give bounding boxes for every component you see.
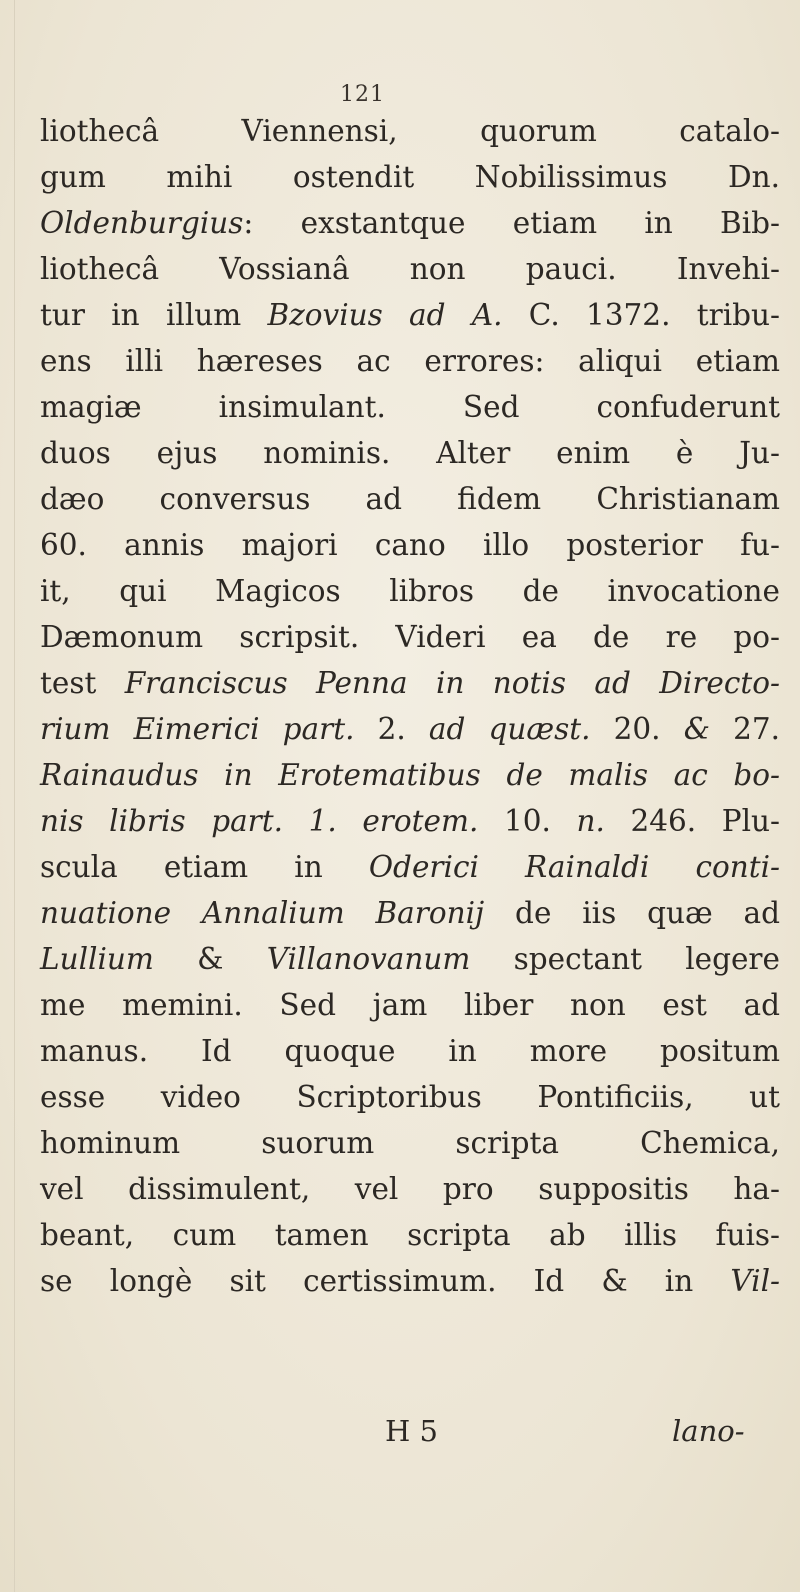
text-line	[40, 936, 780, 982]
text-line: hominum suorum scripta Chemica,	[40, 1126, 780, 1160]
text-line: manus. Id quoque in more positum	[40, 1034, 780, 1068]
text-line: dæo conversus ad fidem Christianam	[40, 482, 780, 516]
italic-text: Bzovius ad A.	[267, 298, 503, 332]
text-line	[40, 752, 780, 798]
roman-text: se longè sit certissimum. Id & in	[40, 1264, 731, 1298]
text-line: esse video Scriptoribus Pontificiis, ut	[40, 1080, 780, 1114]
roman-text: : exstantque etiam in Bib-	[243, 206, 780, 240]
catchword: lano-	[672, 1414, 745, 1448]
italic-text: Rainaudus in Erotematibus de malis ac bo-	[40, 758, 780, 792]
body-text	[40, 108, 780, 1304]
italic-text: n.	[576, 804, 605, 838]
signature-mark: H 5	[385, 1414, 438, 1448]
italic-text: Franciscus Penna in notis ad Directo-	[124, 666, 780, 700]
roman-text: 2.	[354, 712, 429, 746]
italic-text: rium Eimerici part.	[40, 712, 355, 746]
text-line: it, qui Magicos libros de invocatione	[40, 574, 780, 608]
roman-text: 27.	[709, 712, 781, 746]
italic-text: nis libris part. 1. erotem.	[40, 804, 479, 838]
roman-text: 246. Plu-	[604, 804, 780, 838]
page-edge-line	[14, 0, 15, 1592]
text-line: Dæmonum scripsit. Videri ea de re po-	[40, 620, 780, 654]
page-footer	[0, 1414, 800, 1460]
text-line	[40, 844, 780, 890]
page-number: 121	[340, 82, 385, 107]
text-line: me memini. Sed jam liber non est ad	[40, 988, 780, 1022]
italic-text: Oderici Rainaldi conti-	[368, 850, 780, 884]
italic-text: nuatione Annalium Baronij	[40, 896, 485, 930]
text-line	[40, 890, 780, 936]
roman-text: scula etiam in	[40, 850, 369, 884]
text-line: beant, cum tamen scripta ab illis fuis-	[40, 1218, 780, 1252]
italic-text: ad quæst.	[428, 712, 591, 746]
text-line: liothecâ Vossianâ non pauci. Invehi-	[40, 252, 780, 286]
italic-text: Vil-	[730, 1264, 780, 1298]
italic-text: Lullium	[40, 942, 154, 976]
roman-text: &	[153, 942, 267, 976]
text-line: gum mihi ostendit Nobilissimus Dn.	[40, 160, 780, 194]
text-line	[40, 660, 780, 706]
italic-text: Oldenburgius	[40, 206, 244, 240]
roman-text: 10.	[478, 804, 577, 838]
roman-text: C. 1372. tribu-	[502, 298, 780, 332]
text-line: 60. annis majori cano illo posterior fu-	[40, 528, 780, 562]
roman-text: tur in illum	[40, 298, 268, 332]
text-line	[40, 706, 780, 752]
text-line	[40, 1258, 780, 1304]
italic-text: Villanovanum	[266, 942, 471, 976]
roman-text: test	[40, 666, 125, 700]
text-line: liothecâ Viennensi, quorum catalo-	[40, 114, 780, 148]
roman-text: 20.	[590, 712, 684, 746]
text-line: vel dissimulent, vel pro suppositis ha-	[40, 1172, 780, 1206]
roman-text: spectant legere	[470, 942, 780, 976]
text-line	[40, 292, 780, 338]
text-line: magiæ insimulant. Sed confuderunt	[40, 390, 780, 424]
text-line	[40, 200, 780, 246]
text-line: ens illi hæreses ac errores: aliqui etiam	[40, 344, 780, 378]
text-line: duos ejus nominis. Alter enim è Ju-	[40, 436, 780, 470]
text-line	[40, 798, 780, 844]
italic-text: &	[683, 712, 710, 746]
roman-text: de iis quæ ad	[484, 896, 780, 930]
